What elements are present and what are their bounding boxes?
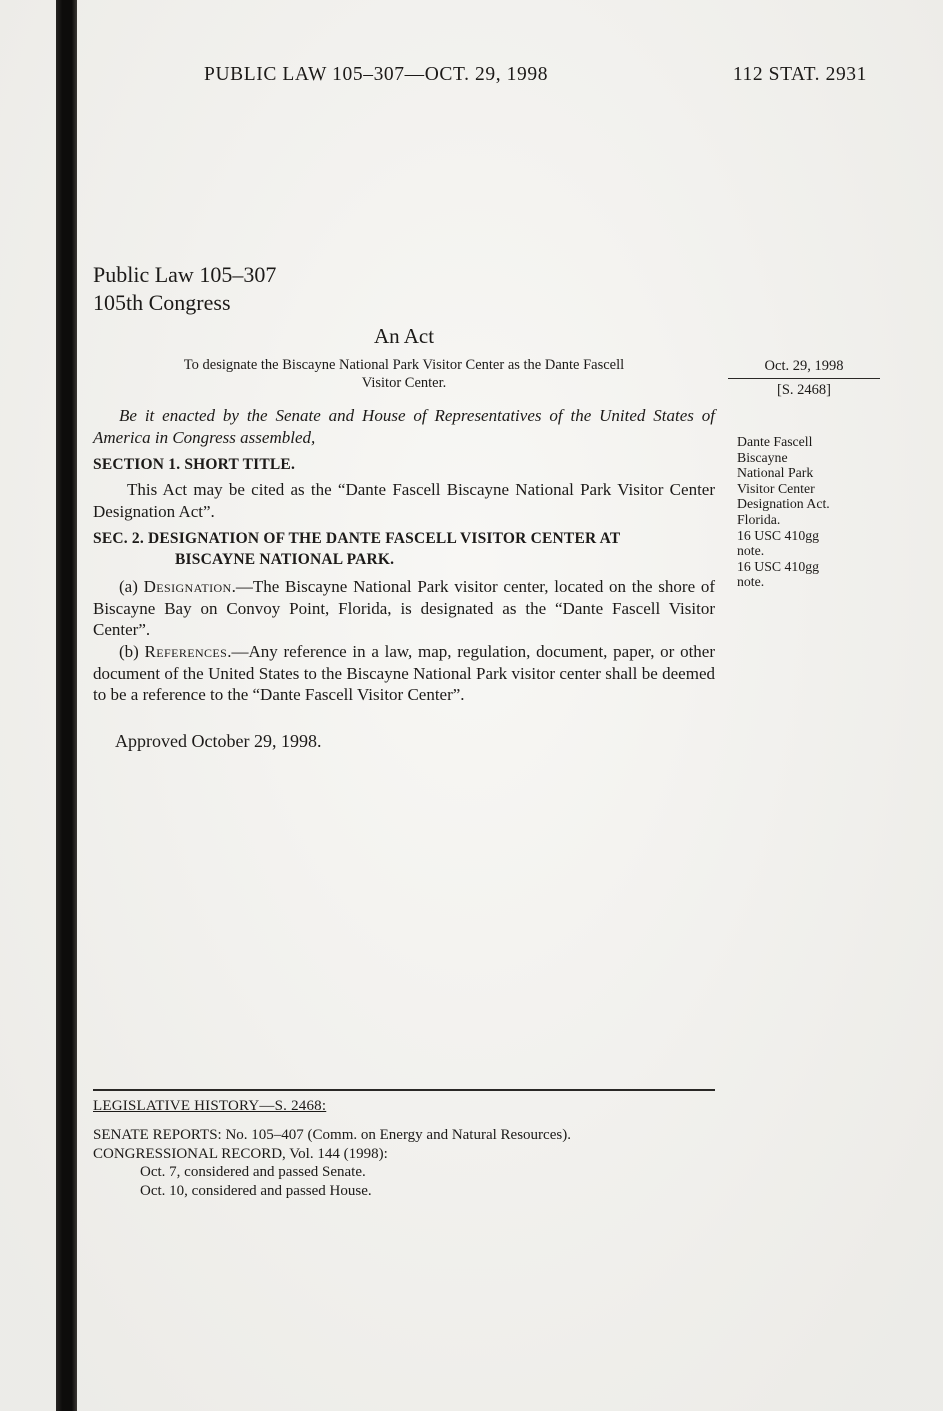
margin-note-line: Visitor Center [737,480,815,496]
margin-notes [737,434,887,590]
section1-heading: SECTION 1. SHORT TITLE. [93,456,296,473]
section2-heading-line2: BISCAYNE NATIONAL PARK. [175,551,395,568]
enacting-clause: Be it enacted by the Senate and House of Representatives of the United States of America in Congress assembled, [93,406,715,447]
section2-heading [93,528,715,570]
margin-note-line: note. [737,574,765,590]
margin-note-line: Florida. [737,511,781,527]
running-header-stat: 112 STAT. 2931 [732,64,867,85]
margin-note-line: Dante Fascell [737,434,813,449]
scan-binding-strip [56,0,77,1411]
paragraph-b [93,641,715,706]
act-title: An Act [373,324,435,348]
legislative-history-line: CONGRESSIONAL RECORD, Vol. 144 (1998): [93,1145,388,1162]
paragraph-b-text: .—Any reference in a law, map, regulation, document, paper, or other document of the United States to the Biscayne National Park visitor center shall be deemed to be a reference to the “Dante Fascell Visitor Center”. [93,642,715,704]
paragraph-a [93,576,715,641]
approved-line: Approved October 29, 1998. [115,731,322,751]
public-law-number: Public Law 105–307 [93,262,277,287]
legislative-history-rule [93,1089,715,1091]
margin-note-line: 16 USC 410gg [737,558,820,574]
legislative-history-line: SENATE REPORTS: No. 105–407 (Comm. on Energy and Natural Resources). [93,1127,571,1143]
enactment-date: Oct. 29, 1998 [728,358,880,379]
congress-line: 105th Congress [93,290,231,315]
section2-heading-line1: SEC. 2. DESIGNATION OF THE DANTE FASCELL VISITOR CENTER AT [93,530,621,547]
margin-note-line: note. [737,543,765,559]
paragraph-a-term: Designation [143,577,232,596]
paragraph-a-prefix: (a) [119,577,144,596]
paragraph-a-text: .—The Biscayne National Park visitor center, located on the shore of Biscayne Bay on Convoy Point, Florida, is designated as the “Dante Fascell Visitor Center”. [93,577,716,639]
margin-note-line: Designation Act. [737,496,830,512]
act-purpose-line1: To designate the Biscayne National Park Visitor Center as the Dante Fascell [183,357,625,373]
act-purpose [93,356,715,392]
margin-date-block [728,358,880,399]
paragraph-b-prefix: (b) [119,642,145,661]
margin-note-line: National Park [737,465,814,481]
legislative-history-heading: LEGISLATIVE HISTORY—S. 2468: [93,1098,327,1114]
act-purpose-line2: Visitor Center. [361,375,447,391]
margin-note-line: Biscayne [737,449,788,465]
legislative-history-lines [93,1126,715,1163]
running-header-law: PUBLIC LAW 105–307—OCT. 29, 1998 [204,64,549,85]
paragraph-b-term: References [144,642,228,661]
margin-note-line: 16 USC 410gg [737,527,820,543]
bill-number: [S. 2468] [777,382,831,398]
legislative-history-indented-line: Oct. 7, considered and passed Senate. [140,1164,366,1180]
legislative-history-indented-line: Oct. 10, considered and passed House. [140,1182,372,1199]
legislative-history-indented-lines [140,1163,372,1200]
section1-text: This Act may be cited as the “Dante Fascell Biscayne National Park Visitor Center Designation Act”. [93,480,715,521]
